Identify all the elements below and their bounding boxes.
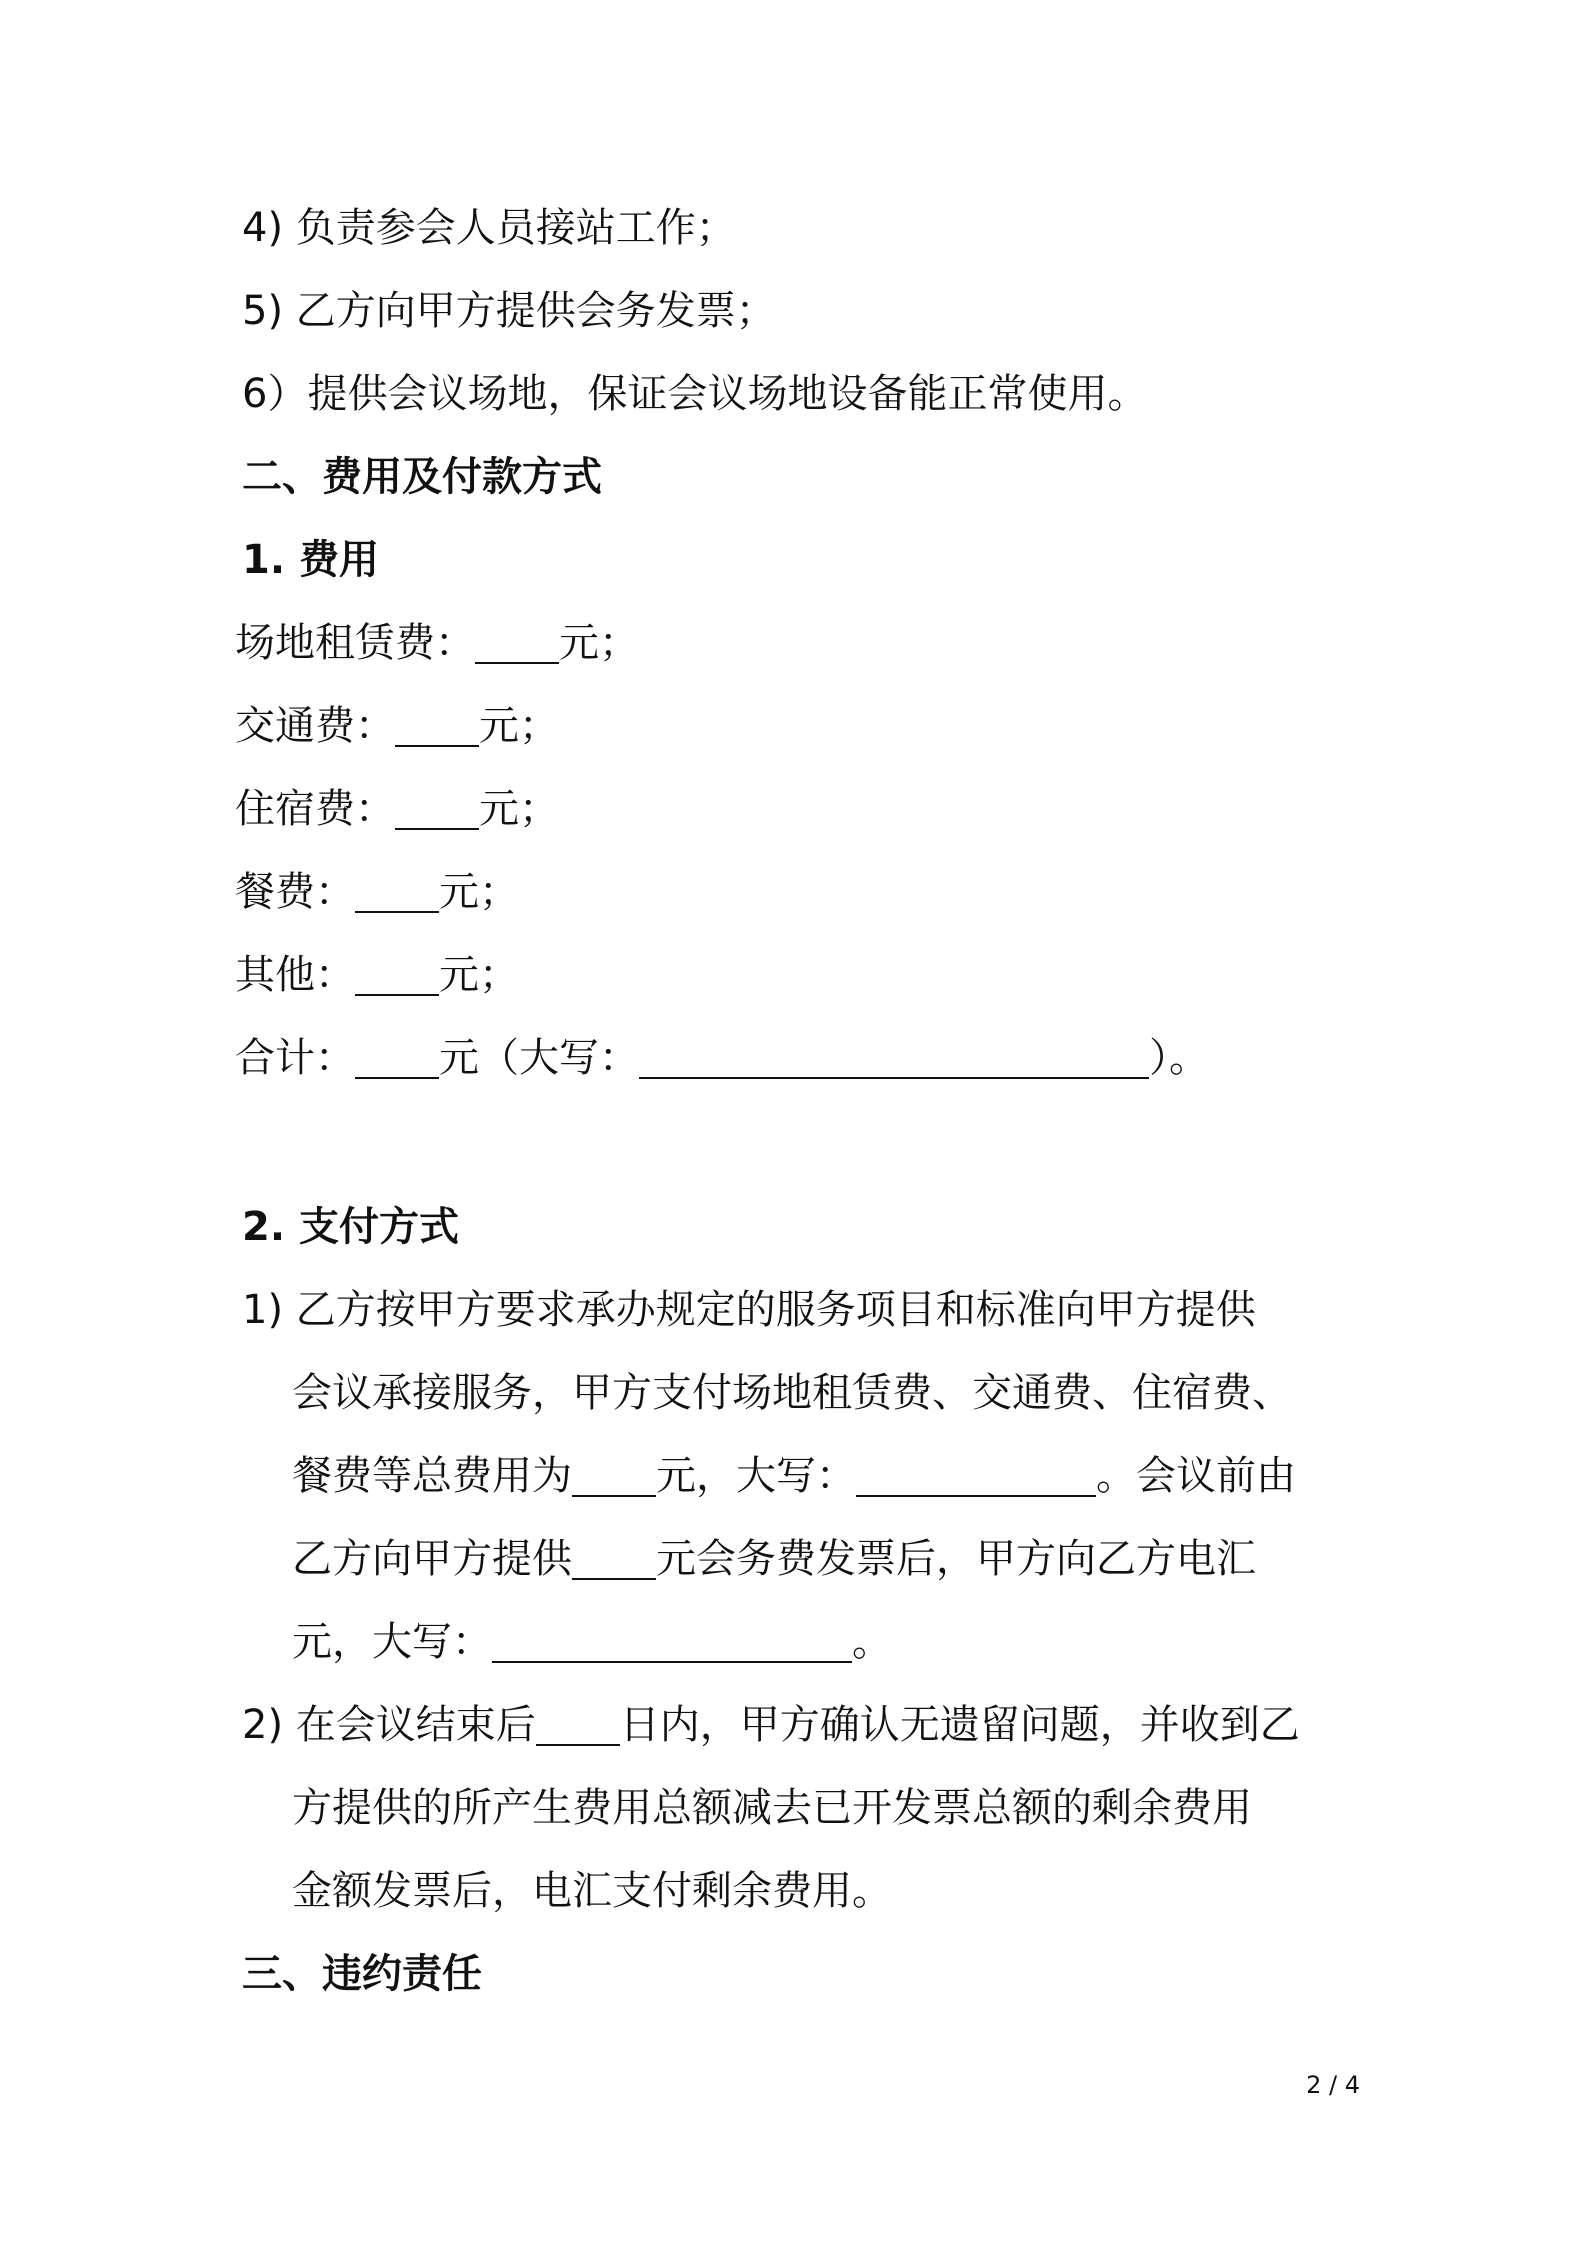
payment-item-2-line-2: 方提供的所产生费用总额减去已开发票总额的剩余费用	[292, 1785, 1252, 1831]
fee-label: 餐费：	[235, 869, 355, 915]
text: 。	[852, 1619, 892, 1665]
fee-label: 合计：	[235, 1035, 355, 1081]
payment-item-1-line-2: 会议承接服务，甲方支付场地租赁费、交通费、住宿费、	[292, 1370, 1292, 1416]
page-number: 2 / 4	[1306, 2071, 1360, 2099]
text: 乙方向甲方提供	[292, 1536, 572, 1582]
payment-item-1-line-3	[292, 1448, 1586, 1504]
subheading-payment: 2. 支付方式	[242, 1204, 459, 1250]
payment-item-1-line-1: 1) 乙方按甲方要求承办规定的服务项目和标准向甲方提供	[242, 1287, 1256, 1333]
fee-lodging	[235, 781, 1586, 837]
blank-line	[355, 954, 439, 996]
fee-unit: 元；	[479, 703, 559, 749]
fee-unit: 元；	[439, 869, 519, 915]
list-item-5: 5) 乙方向甲方提供会务发票；	[242, 288, 776, 334]
payment-item-1-line-5	[292, 1614, 1586, 1670]
text: 元会务费发票后，甲方向乙方电汇	[656, 1536, 1256, 1582]
blank-line	[492, 1621, 852, 1663]
blank-line	[355, 1037, 439, 1079]
text: 2) 在会议结束后	[242, 1702, 536, 1748]
text: 。会议前由	[1096, 1453, 1296, 1499]
blank-line	[395, 788, 479, 830]
text: 元，大写：	[292, 1619, 492, 1665]
text: 日内，甲方确认无遗留问题，并收到乙	[619, 1702, 1300, 1748]
section-heading-3: 三、违约责任	[242, 1951, 482, 1997]
section-heading-2: 二、费用及付款方式	[242, 454, 602, 500]
payment-item-1-line-4	[292, 1531, 1586, 1587]
list-item-6: 6）提供会议场地，保证会议场地设备能正常使用。	[242, 371, 1148, 417]
blank-line	[395, 705, 479, 747]
payment-item-2-line-3: 金额发票后，电汇支付剩余费用。	[292, 1868, 892, 1914]
fee-unit: 元；	[439, 952, 519, 998]
blank-line	[572, 1538, 656, 1580]
fee-end: ）。	[1149, 1035, 1209, 1081]
fee-label: 其他：	[235, 952, 355, 998]
blank-line	[475, 622, 559, 664]
fee-meals	[235, 864, 1586, 920]
text: 元，大写：	[656, 1453, 856, 1499]
fee-label: 住宿费：	[235, 786, 395, 832]
fee-venue	[235, 615, 1586, 671]
subheading-fees: 1. 费用	[242, 537, 379, 583]
blank-line-uppercase	[639, 1037, 1149, 1079]
fee-unit: 元；	[479, 786, 559, 832]
text: 餐费等总费用为	[292, 1453, 572, 1499]
fee-other	[235, 947, 1586, 1003]
fee-total	[235, 1030, 1586, 1086]
fee-label: 场地租赁费：	[235, 620, 475, 666]
blank-line	[355, 871, 439, 913]
fee-label: 交通费：	[235, 703, 395, 749]
payment-item-2-line-1	[242, 1697, 1586, 1753]
fee-transport	[235, 698, 1586, 754]
blank-line	[572, 1455, 656, 1497]
list-item-4: 4) 负责参会人员接站工作；	[242, 205, 736, 251]
blank-line	[856, 1455, 1096, 1497]
blank-line	[536, 1704, 620, 1746]
fee-unit: 元（大写：	[439, 1035, 639, 1081]
fee-unit: 元；	[559, 620, 639, 666]
